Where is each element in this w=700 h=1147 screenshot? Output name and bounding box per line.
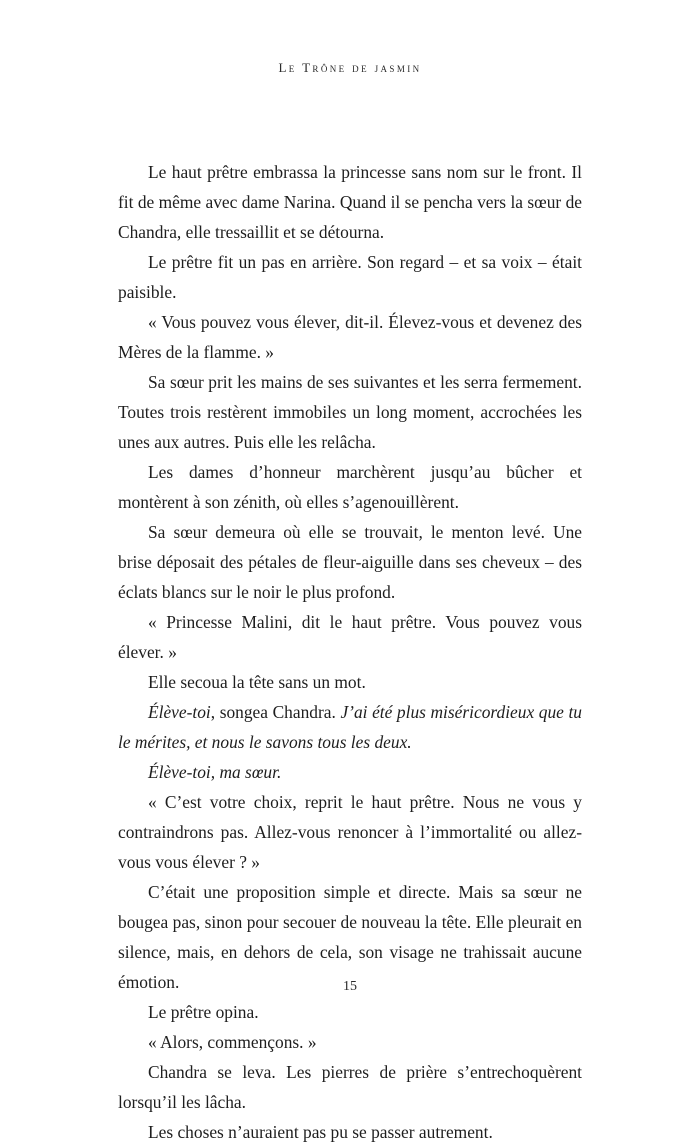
paragraph <box>118 1117 582 1147</box>
paragraph-text: Chandra se leva. Les pierres de prière s’entrechoquèrent lorsqu’il les lâcha. <box>118 1062 582 1112</box>
italic-thought: Élève-toi, ma sœur. <box>148 762 282 782</box>
paragraph <box>118 247 582 307</box>
paragraph <box>118 1057 582 1117</box>
italic-thought: Élève-toi <box>148 702 211 722</box>
paragraph <box>118 607 582 667</box>
paragraph <box>118 157 582 247</box>
paragraph-text: Sa sœur prit les mains de ses suivantes et les serra fermement. Toutes trois restèrent immobiles un long moment, accrochées les unes aux autres. Puis elle les relâcha. <box>118 372 582 452</box>
paragraph <box>118 1027 582 1057</box>
paragraph-text: « Alors, commençons. » <box>148 1032 317 1052</box>
paragraph <box>118 757 582 787</box>
paragraph-text: Le prêtre fit un pas en arrière. Son regard – et sa voix – était paisible. <box>118 252 582 302</box>
paragraph <box>118 667 582 697</box>
paragraph-text: Les choses n’auraient pas pu se passer autrement. <box>148 1122 493 1142</box>
paragraph-text: « Princesse Malini, dit le haut prêtre. Vous pouvez vous élever. » <box>118 612 582 662</box>
paragraph-text: Le haut prêtre embrassa la princesse sans nom sur le front. Il fit de même avec dame Narina. Quand il se pencha vers la sœur de Chandra, elle tressaillit et se détourna. <box>118 162 582 242</box>
paragraph <box>118 307 582 367</box>
paragraph-text: Le prêtre opina. <box>148 1002 259 1022</box>
paragraph-text: Elle secoua la tête sans un mot. <box>148 672 366 692</box>
page-number: 15 <box>343 979 357 994</box>
paragraph-text: C’était une proposition simple et directe. Mais sa sœur ne bougea pas, sinon pour secouer de nouveau la tête. Elle pleurait en silence, mais, en dehors de cela, son visage ne trahissait aucune émotion. <box>118 882 582 992</box>
paragraph-text: « C’est votre choix, reprit le haut prêtre. Nous ne vous y contraindrons pas. Allez-vous renoncer à l’immortalité ou allez-vous vous élever ? » <box>118 792 582 872</box>
running-header: Le Trône de jasmin <box>278 60 422 75</box>
paragraph <box>118 787 582 877</box>
body-text <box>118 157 582 1147</box>
paragraph-text: , songea Chandra. <box>210 702 341 722</box>
paragraph <box>118 367 582 457</box>
paragraph <box>118 697 582 757</box>
paragraph <box>118 517 582 607</box>
paragraph-text: « Vous pouvez vous élever, dit-il. Élevez-vous et devenez des Mères de la flamme. » <box>118 312 582 362</box>
italic-thought: J’ai été plus miséricordieux que tu le mérites, et nous le savons tous les deux. <box>118 702 582 752</box>
paragraph-text: Sa sœur demeura où elle se trouvait, le menton levé. Une brise déposait des pétales de fleur-aiguille dans ses cheveux – des éclats blancs sur le noir le plus profond. <box>118 522 582 602</box>
paragraph <box>118 457 582 517</box>
paragraph <box>118 997 582 1027</box>
paragraph-text: Les dames d’honneur marchèrent jusqu’au bûcher et montèrent à son zénith, où elles s’agenouillèrent. <box>118 462 582 512</box>
